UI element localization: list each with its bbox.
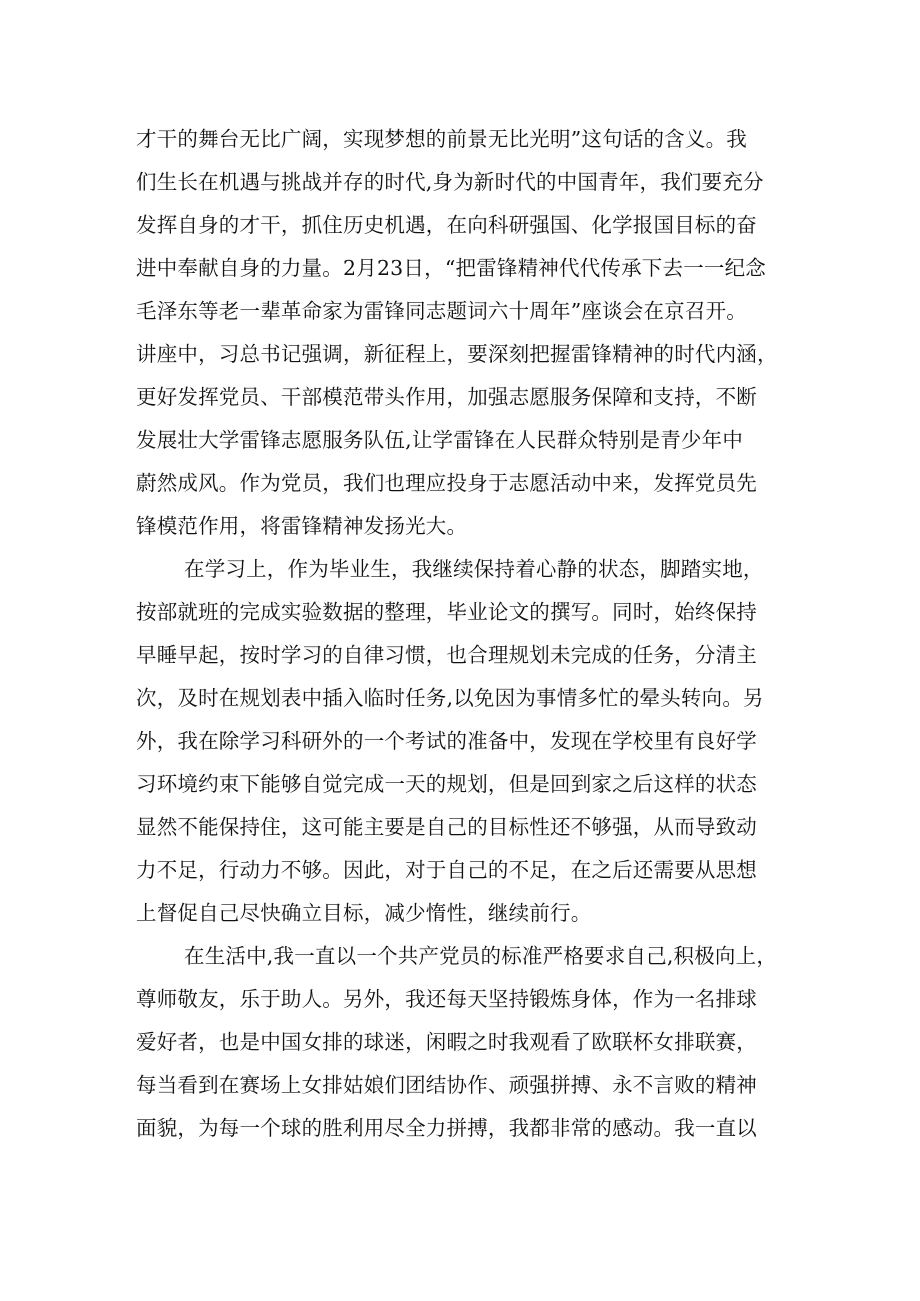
text-line: 在生活中,我一直以一个共产党员的标准严格要求自己,积极向上，: [184, 944, 778, 968]
text-line: 蔚然成风。作为党员，我们也理应投身于志愿活动中来，发挥党员先: [136, 471, 757, 495]
text-line: 们生长在机遇与挑战并存的时代,身为新时代的中国青年，我们要充分: [136, 170, 764, 194]
text-line: 按部就班的完成实验数据的整理，毕业论文的撰写。同时，始终保持: [136, 600, 757, 624]
text-line: 在学习上，作为毕业生，我继续保持着心静的状态，脚踏实地，: [184, 557, 764, 581]
text-line: 每当看到在赛场上女排姑娘们团结协作、顽强拼搏、永不言败的精神: [136, 1073, 757, 1097]
text-line: 上督促自己尽快确立目标，减少惰性，继续前行。: [136, 901, 592, 925]
text-line: 才干的舞台无比广阔，实现梦想的前景无比光明”这句话的含义。我: [136, 127, 747, 151]
text-line: 毛泽东等老一辈革命家为雷锋同志题词六十周年”座谈会在京召开。: [136, 299, 747, 323]
text-line: 进中奉献自身的力量。2月23日，“把雷锋精神代代传承下去一一纪念: [136, 256, 767, 280]
text-line: 外，我在除学习科研外的一个考试的准备中，发现在学校里有良好学: [136, 729, 757, 753]
text-line: 面貌，为每一个球的胜利用尽全力拼搏，我都非常的感动。我一直以: [136, 1116, 757, 1140]
paragraph-1: [136, 118, 796, 548]
text-line: 发挥自身的才干，抓住历史机遇，在向科研强国、化学报国目标的奋: [136, 213, 757, 237]
text-line: 发展壮大学雷锋志愿服务队伍,让学雷锋在人民群众特别是青少年中: [136, 428, 744, 452]
text-line: 显然不能保持住，这可能主要是自己的目标性还不够强，从而导致动: [136, 815, 757, 839]
text-line: 更好发挥党员、干部模范带头作用，加强志愿服务保障和支持，不断: [136, 385, 757, 409]
document-body: [136, 118, 796, 1150]
text-line: 讲座中，习总书记强调，新征程上，要深刻把握雷锋精神的时代内涵，: [136, 342, 778, 366]
text-line: 早睡早起，按时学习的自律习惯，也合理规划未完成的任务，分清主: [136, 643, 757, 667]
text-line: 锋模范作用，将雷锋精神发扬光大。: [136, 514, 468, 538]
paragraph-2: [136, 548, 796, 935]
text-line: 力不足，行动力不够。因此，对于自己的不足，在之后还需要从思想: [136, 858, 757, 882]
text-line: 次，及时在规划表中插入临时任务,以免因为事情多忙的晕头转向。另: [136, 686, 764, 710]
text-line: 爱好者，也是中国女排的球迷，闲暇之时我观看了欧联杯女排联赛，: [136, 1030, 757, 1054]
text-line: 尊师敬友，乐于助人。另外，我还每天坚持锻炼身体，作为一名排球: [136, 987, 757, 1011]
text-line: 习环境约束下能够自觉完成一天的规划，但是回到家之后这样的状态: [136, 772, 757, 796]
paragraph-3: [136, 935, 796, 1150]
